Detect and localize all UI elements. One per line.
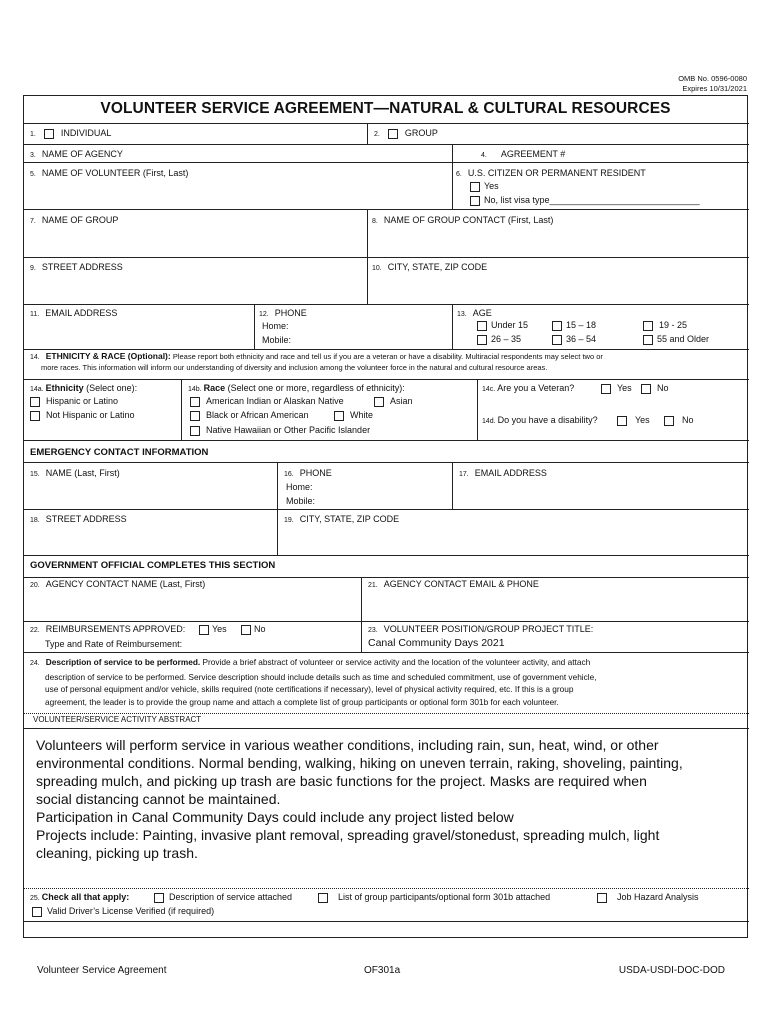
check-job-hazard[interactable]: Job Hazard Analysis [597, 892, 699, 903]
check-drivers-license[interactable]: Valid Driver’s License Verified (if required) [32, 906, 214, 917]
abstract-text[interactable]: Volunteers will perform service in various weather conditions, including rain, sun, heat, wind, or other environmental conditions. Normal bending, walking, hiking on uneven terrain, raking, shoveling, painting, spreading mulch, and picking up trash are basic functions for the project. Masks are required when social distancing cannot be maintained. Participation in Canal Community Days could include any project listed below Projects include: Painting, invasive plant removal, spreading gravel/stonedust, spreading mulch, light cleaning, picking up trash. [36, 737, 683, 861]
field-agreement-number[interactable]: 4. AGREEMENT # [481, 149, 566, 159]
footer-right: USDA-USDI-DOC-DOD [618, 965, 725, 976]
field-group: 2. GROUP [374, 128, 438, 138]
field-group-contact[interactable]: 8. NAME OF GROUP CONTACT (First, Last) [372, 215, 554, 225]
disability-no[interactable]: No [664, 415, 694, 426]
field-citizen: 6. U.S. CITIZEN OR PERMANENT RESIDENT [456, 168, 646, 178]
phone-home[interactable]: Home: [262, 321, 289, 331]
field-group-name[interactable]: 7. NAME OF GROUP [30, 215, 119, 225]
citizen-no-checkbox[interactable] [470, 196, 480, 206]
reimb-no[interactable]: No [241, 624, 266, 635]
field-phone: 12. PHONE [259, 308, 307, 318]
ethnicity-not-hispanic[interactable]: Not Hispanic or Latino [30, 410, 135, 421]
field-emergency-email[interactable]: 17. EMAIL ADDRESS [459, 468, 547, 478]
omb-expires: Expires 10/31/2021 [682, 84, 747, 93]
group-checkbox[interactable] [388, 129, 398, 139]
form-title: VOLUNTEER SERVICE AGREEMENT—NATURAL & CULTURAL RESOURCES [100, 100, 671, 117]
age-19-25[interactable]: 19 - 25 [643, 320, 687, 331]
emergency-phone-home[interactable]: Home: [286, 482, 313, 492]
field-ethnicity: 14a. Ethnicity (Select one): [30, 383, 138, 393]
ethnicity-race-intro: 14. ETHNICITY & RACE (Optional): Please report both ethnicity and race and tell us if you are a veteran or have a disability. Multiracial respondents may select two or [30, 351, 603, 361]
ethnicity-race-desc: more races. This information will inform our understanding of diversity and inclusion among the volunteer force in the natural and cultural resource areas. [41, 363, 548, 372]
service-description-instructions: 24. Description of service to be performed. Provide a brief abstract of volunteer or service activity and the location of the volunteer activity, and attach description of service to be performed. Service description should include details such as time and scheduled commitment, use of government vehicle, use of personal equipment and/or vehicle, skills required (note certifications if necessary), level of physical activity required, etc. If this is a group agreement, the leader is to provide the group name and attach a complete list of group participants or optional form 301b for each volunteer. [30, 657, 597, 707]
field-emergency-city[interactable]: 19. CITY, STATE, ZIP CODE [284, 514, 400, 524]
position-title-value[interactable]: Canal Community Days 2021 [368, 637, 505, 649]
check-description-attached[interactable]: Description of service attached [154, 892, 292, 903]
disability-yes[interactable]: Yes [617, 415, 650, 426]
race-black[interactable]: Black or African American [190, 410, 309, 421]
race-asian[interactable]: Asian [374, 396, 413, 407]
reimb-yes[interactable]: Yes [199, 624, 227, 635]
reimb-type-rate[interactable]: Type and Rate of Reimbursement: [45, 639, 183, 649]
age-26-35[interactable]: 26 – 35 [477, 334, 521, 345]
field-emergency-phone: 16. PHONE [284, 468, 332, 478]
field-email[interactable]: 11. EMAIL ADDRESS [30, 308, 118, 318]
veteran-no[interactable]: No [641, 383, 669, 394]
field-reimbursements: 22. REIMBURSEMENTS APPROVED: [30, 624, 186, 634]
individual-checkbox[interactable] [44, 129, 54, 139]
field-individual: 1. INDIVIDUAL [30, 128, 112, 138]
citizen-no[interactable]: No, list visa type______________________________ [470, 195, 700, 206]
race-american-indian[interactable]: American Indian or Alaskan Native [190, 396, 344, 407]
field-check-all: 25. Check all that apply: [30, 892, 130, 902]
phone-mobile[interactable]: Mobile: [262, 335, 292, 345]
emergency-header: EMERGENCY CONTACT INFORMATION [30, 447, 209, 458]
field-agency-contact-name[interactable]: 20. AGENCY CONTACT NAME (Last, First) [30, 579, 206, 589]
gov-header: GOVERNMENT OFFICIAL COMPLETES THIS SECTION [30, 560, 276, 571]
veteran-yes[interactable]: Yes [601, 383, 632, 394]
footer-left: Volunteer Service Agreement [37, 965, 167, 976]
age-36-54[interactable]: 36 – 54 [552, 334, 596, 345]
field-agency-name[interactable]: 3. NAME OF AGENCY [30, 149, 123, 159]
age-under-15[interactable]: Under 15 [477, 320, 528, 331]
field-emergency-name[interactable]: 15. NAME (Last, First) [30, 468, 120, 478]
field-disability: 14d. Do you have a disability? [482, 415, 598, 425]
ethnicity-hispanic[interactable]: Hispanic or Latino [30, 396, 118, 407]
omb-number: OMB No. 0596-0080 [678, 74, 747, 83]
race-white[interactable]: White [334, 410, 373, 421]
abstract-label: VOLUNTEER/SERVICE ACTIVITY ABSTRACT [33, 715, 202, 724]
field-city-state-zip[interactable]: 10. CITY, STATE, ZIP CODE [372, 262, 488, 272]
field-emergency-street[interactable]: 18. STREET ADDRESS [30, 514, 127, 524]
age-15-18[interactable]: 15 – 18 [552, 320, 596, 331]
field-street-address[interactable]: 9. STREET ADDRESS [30, 262, 123, 272]
footer-center: OF301a [364, 965, 401, 976]
emergency-phone-mobile[interactable]: Mobile: [286, 496, 316, 506]
field-volunteer-name[interactable]: 5. NAME OF VOLUNTEER (First, Last) [30, 168, 189, 178]
field-veteran: 14c. Are you a Veteran? [482, 383, 575, 393]
age-55-older[interactable]: 55 and Older [643, 334, 709, 345]
field-age: 13. AGE [457, 308, 492, 318]
citizen-yes[interactable]: Yes [470, 181, 499, 192]
field-agency-contact-email[interactable]: 21. AGENCY CONTACT EMAIL & PHONE [368, 579, 539, 589]
race-native-hawaiian[interactable]: Native Hawaiian or Other Pacific Islander [190, 425, 370, 436]
check-list-participants[interactable]: List of group participants/optional form 301b attached [318, 892, 550, 903]
citizen-yes-checkbox[interactable] [470, 182, 480, 192]
field-position-title: 23. VOLUNTEER POSITION/GROUP PROJECT TITLE: [368, 624, 594, 634]
field-race: 14b. Race (Select one or more, regardless of ethnicity): [188, 383, 405, 393]
